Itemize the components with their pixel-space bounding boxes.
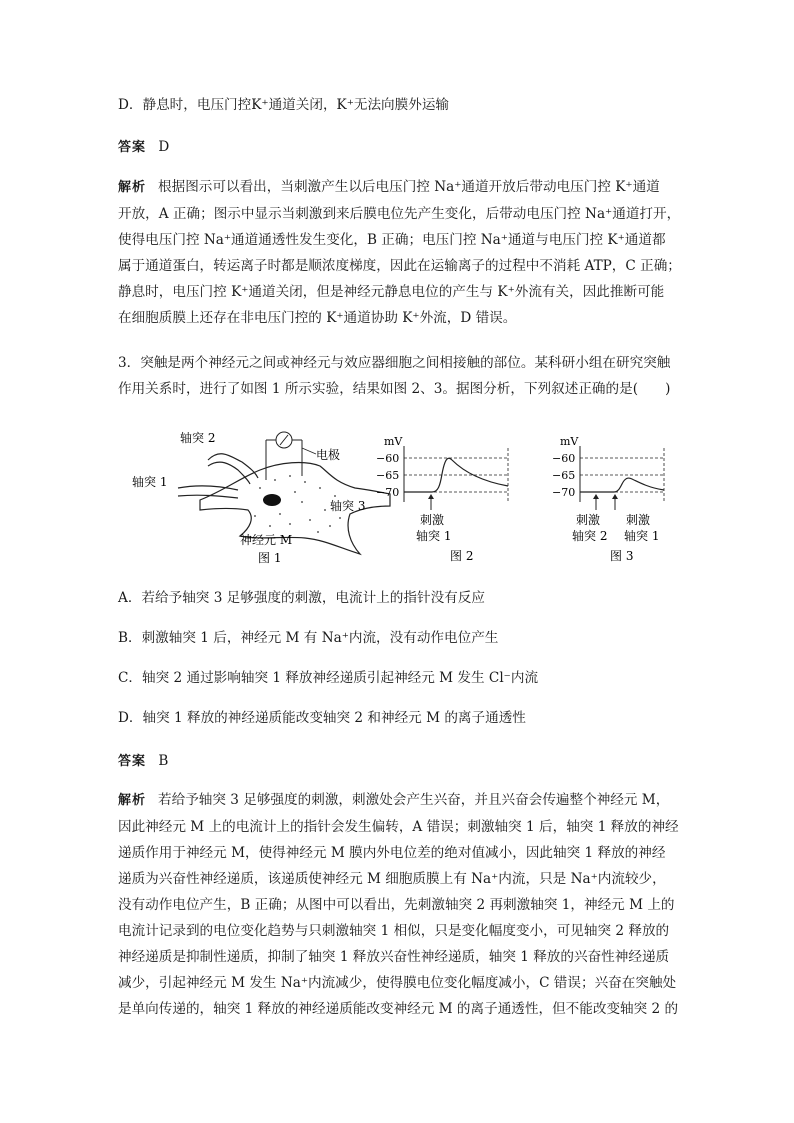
analysis-line: 递质作用于神经元 M，使得神经元 M 膜内外电位差的绝对值减小，因此轴突 1 释放的神经 <box>118 845 666 861</box>
q3-option-a: A．若给予轴突 3 足够强度的刺激，电流计上的指针没有反应 <box>118 590 485 606</box>
analysis-line: 是单向传递的，轴突 1 释放的神经递质能改变神经元 M 的离子通透性，但不能改变轴突 2 的 <box>118 1001 679 1017</box>
caption-figure-1: 图 1 <box>258 551 282 565</box>
answer-label: 答案 <box>118 754 147 769</box>
stimulus-label: 刺激 <box>420 513 445 527</box>
analysis-line: 电流计记录到的电位变化趋势与只刺激轴突 1 相似，只是变化幅度变小，可见轴突 2 释放的 <box>118 923 670 939</box>
stimulus-target: 轴突 1 <box>416 529 452 543</box>
q3-answer <box>118 752 168 771</box>
tick-label: −65 <box>552 469 576 482</box>
q3-analysis <box>118 787 678 1022</box>
analysis-line: 因此神经元 M 上的电流计上的指针会发生偏转，A 错误；刺激轴突 1 后，轴突 1 释放的神经 <box>118 819 679 835</box>
label-axon-2: 轴突 2 <box>180 431 216 445</box>
tick-label: −70 <box>376 486 400 499</box>
figure-2 <box>376 435 508 563</box>
q3-option-d: D．轴突 1 释放的神经递质能改变轴突 2 和神经元 M 的离子通透性 <box>118 710 526 726</box>
label-neuron-m: 神经元 M <box>240 533 293 547</box>
stimulus-label: 刺激 <box>626 513 651 527</box>
caption-figure-2: 图 2 <box>450 549 474 563</box>
stem-line: 作用关系时，进行了如图 1 所示实验，结果如图 2、3。据图分析，下列叙述正确的是( ) <box>118 381 671 397</box>
q3-stem <box>118 350 678 402</box>
analysis-label: 解析 <box>118 180 147 195</box>
q2-analysis <box>118 174 681 331</box>
analysis-line: 静息时，电压门控 K⁺通道关闭，但是神经元静息电位的产生与 K⁺外流有关，因此推断可能 <box>118 284 665 300</box>
q2-answer <box>118 138 169 157</box>
analysis-line: 根据图示可以看出，当刺激产生以后电压门控 Na⁺通道开放后带动电压门控 K⁺通道 <box>158 179 660 195</box>
analysis-line: 递质为兴奋性神经递质，该递质使神经元 M 细胞质膜上有 Na⁺内流，只是 Na⁺内流较少， <box>118 871 666 887</box>
analysis-line: 开放，A 正确；图示中显示当刺激到来后膜电位先产生变化，后带动电压门控 Na⁺通道打开， <box>118 206 681 222</box>
label-axon-3: 轴突 3 <box>330 499 366 513</box>
q3-option-b: B．刺激轴突 1 后，神经元 M 有 Na⁺内流，没有动作电位产生 <box>118 630 499 646</box>
tick-label: −60 <box>376 452 400 465</box>
figure-group <box>130 418 690 568</box>
unit-label: mV <box>560 435 579 448</box>
tick-label: −70 <box>552 486 576 499</box>
analysis-line: 神经递质是抑制性递质，抑制了轴突 1 释放兴奋性神经递质，轴突 1 释放的兴奋性神经递质 <box>118 949 670 965</box>
figures <box>130 418 690 568</box>
stimulus-target: 轴突 2 <box>572 529 608 543</box>
q2-option-d: D．静息时，电压门控K⁺通道关闭，K⁺无法向膜外运输 <box>118 97 450 113</box>
q3-option-c: C．轴突 2 通过影响轴突 1 释放神经递质引起神经元 M 发生 Cl⁻内流 <box>118 670 539 686</box>
analysis-line: 减少，引起神经元 M 发生 Na⁺内流减少，使得膜电位变化幅度减小，C 错误；兴奋在突触处 <box>118 975 677 991</box>
label-axon-1: 轴突 1 <box>132 475 168 489</box>
stem-line: 3．突触是两个神经元之间或神经元与效应器细胞之间相接触的部位。某科研小组在研究突触 <box>118 355 671 371</box>
stimulus-target: 轴突 1 <box>624 529 660 543</box>
analysis-line: 在细胞质膜上还存在非电压门控的 K⁺通道协助 K⁺外流，D 错误。 <box>118 310 517 326</box>
analysis-line: 若给予轴突 3 足够强度的刺激，刺激处会产生兴奋，并且兴奋会传遍整个神经元 M， <box>158 792 670 808</box>
figure-1 <box>132 430 390 565</box>
analysis-label: 解析 <box>118 793 147 808</box>
stimulus-label: 刺激 <box>576 513 601 527</box>
caption-figure-3: 图 3 <box>610 549 634 563</box>
answer-value: B <box>158 753 169 769</box>
figure-3 <box>552 435 664 563</box>
tick-label: −60 <box>552 452 576 465</box>
analysis-line: 没有动作电位产生，B 正确；从图中可以看出，先刺激轴突 2 再刺激轴突 1，神经元 M 上的 <box>118 897 675 913</box>
answer-label: 答案 <box>118 140 147 155</box>
unit-label: mV <box>384 435 403 448</box>
analysis-line: 属于通道蛋白，转运离子时都是顺浓度梯度，因此在运输离子的过程中不消耗 ATP，C 正确； <box>118 258 681 274</box>
answer-value: D <box>158 139 170 155</box>
label-electrode: 电极 <box>316 448 341 462</box>
tick-label: −65 <box>376 469 400 482</box>
potential-curve <box>580 478 664 492</box>
analysis-line: 使得电压门控 Na⁺通道通透性发生变化，B 正确；电压门控 Na⁺通道与电压门控 K⁺通道都 <box>118 232 666 248</box>
nucleus <box>263 494 281 506</box>
